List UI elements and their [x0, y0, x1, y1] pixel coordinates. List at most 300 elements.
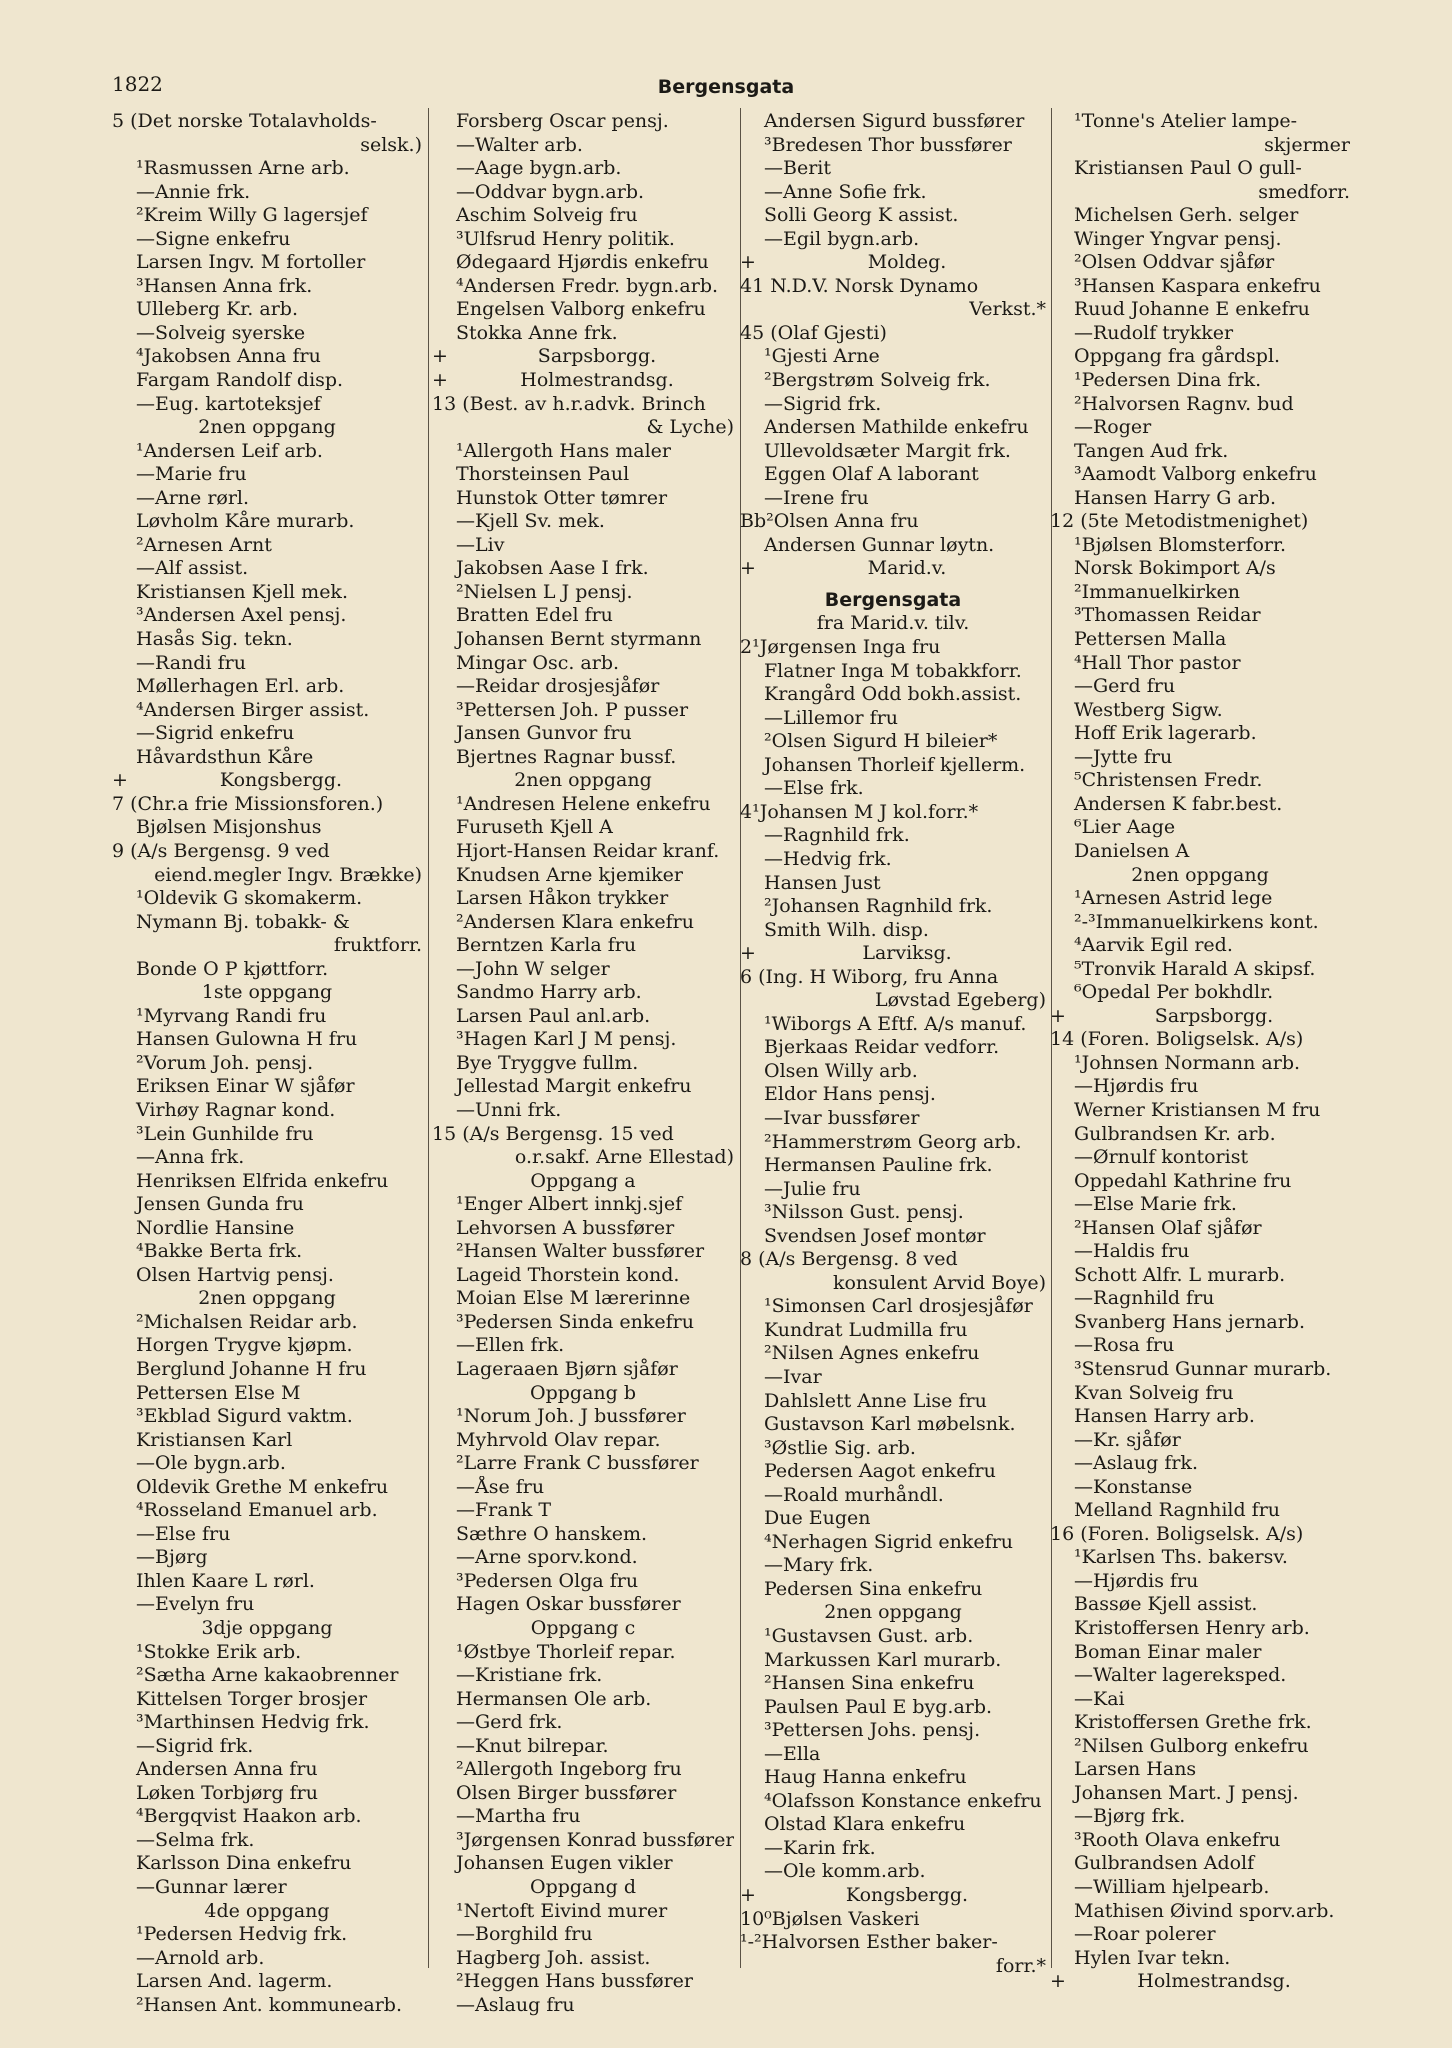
building-entry: 10⁰Bjølsen Vaskeri — [740, 1907, 920, 1930]
resident-line: Håvardsthun Kåre — [136, 745, 314, 768]
resident-line: fruktforr. — [333, 934, 422, 957]
resident-line: —Ole bygn.arb. — [136, 1452, 286, 1475]
stairway-heading: 2nen oppgang — [1131, 863, 1269, 886]
resident-line: Løken Torbjørg fru — [136, 1781, 318, 1804]
page-number: 1822 — [112, 72, 163, 96]
resident-line: Forsberg Oscar pensj. — [456, 110, 669, 132]
resident-line: ⁵Christensen Fredr. — [1074, 769, 1263, 792]
resident-line: ¹Wiborgs A Eftf. A/s manuf. — [764, 1012, 1027, 1035]
resident-line: Kristiansen Paul O gull- — [1074, 157, 1302, 180]
resident-line: Oldevik Grethe M enkefru — [136, 1475, 389, 1498]
resident-line: Nymann Bj. tobakk- & — [136, 910, 350, 933]
resident-line: Hasås Sig. tekn. — [136, 628, 293, 651]
resident-line: Larsen Hans — [1074, 1758, 1197, 1781]
resident-line: Bonde O P kjøttforr. — [136, 957, 329, 980]
resident-line: ²Sætha Arne kakaobrenner — [136, 1664, 399, 1687]
stairway-heading: 2nen oppgang — [824, 1601, 962, 1624]
resident-line: Kristoffersen Henry arb. — [1074, 1617, 1310, 1639]
resident-line: Andersen Mathilde enkefru — [764, 416, 1029, 439]
resident-line: ²Bergstrøm Solveig frk. — [764, 369, 991, 392]
resident-line: —Sigrid frk. — [764, 392, 882, 415]
resident-line: Thorsteinsen Paul — [456, 463, 630, 486]
resident-line: ⁴Aarvik Egil red. — [1074, 934, 1233, 957]
resident-line: —Walter lagereksped. — [1074, 1664, 1287, 1687]
resident-line: konsulent Arvid Boye) — [832, 1271, 1046, 1294]
resident-line: Johansen Mart. J pensj. — [1074, 1781, 1299, 1804]
resident-line: —Else fru — [136, 1522, 231, 1545]
resident-line: Ihlen Kaare L rørl. — [136, 1569, 315, 1592]
resident-line: —Walter arb. — [456, 133, 583, 156]
resident-line: Norsk Bokimport A/s — [1074, 557, 1276, 580]
resident-line: Karlsson Dina enkefru — [136, 1852, 352, 1875]
resident-line: Virhøy Ragnar kond. — [136, 1098, 336, 1121]
resident-line: —Berit — [764, 157, 832, 180]
resident-line: —Anne Sofie frk. — [764, 180, 927, 203]
resident-line: ⁴Nerhagen Sigrid enkefru — [764, 1530, 1014, 1553]
resident-line: ³Hansen Anna frk. — [136, 274, 313, 297]
resident-line: Verkst.* — [969, 298, 1046, 321]
resident-line: Johansen Eugen vikler — [456, 1852, 673, 1875]
resident-line: —Unni frk. — [456, 1098, 562, 1121]
resident-line: Stokka Anne frk. — [456, 321, 618, 344]
resident-line: ¹Nertoft Eivind murer — [456, 1899, 668, 1922]
resident-line: Eriksen Einar W sjåfør — [136, 1075, 355, 1098]
resident-line: ²Hansen Ant. kommunearb. — [136, 1993, 403, 2016]
resident-line: Lageraaen Bjørn sjåfør — [456, 1357, 678, 1380]
cross-street-label: Sarpsborgg. — [537, 345, 657, 368]
resident-line: Ødegaard Hjørdis enkefru — [456, 251, 709, 274]
stairway-heading: fra Marid.v. tilv. — [816, 612, 970, 635]
building-entry: Bb²Olsen Anna fru — [740, 510, 919, 533]
resident-line: ²Hansen Olaf sjåfør — [1074, 1216, 1262, 1239]
cross-mark-icon: + — [432, 345, 448, 368]
resident-line: —Julie fru — [764, 1177, 861, 1200]
resident-line: Hagberg Joh. assist. — [456, 1946, 651, 1969]
resident-line: ¹Rasmussen Arne arb. — [136, 157, 350, 180]
resident-line: ³Hagen Karl J M pensj. — [456, 1028, 677, 1051]
resident-line: Hylen Ivar tekn. — [1074, 1946, 1231, 1969]
cross-mark-icon: + — [432, 369, 448, 392]
resident-line: Oppgang fra gårdspl. — [1074, 345, 1281, 368]
resident-line: Oppedahl Kathrine fru — [1074, 1169, 1292, 1192]
resident-line: Eggen Olaf A laborant — [764, 463, 979, 486]
resident-line: —Anna frk. — [136, 1146, 245, 1169]
running-head: Bergensgata — [657, 76, 795, 98]
resident-line: Fargam Randolf disp. — [136, 369, 344, 392]
resident-line: ⁴Bergqvist Haakon arb. — [136, 1805, 362, 1828]
resident-line: Ulleberg Kr. arb. — [136, 298, 298, 321]
resident-line: ³Ulfsrud Henry politik. — [456, 227, 675, 250]
resident-line: Aschim Solveig fru — [456, 204, 638, 227]
resident-line: ³Lein Gunhilde fru — [136, 1122, 314, 1145]
resident-line: Jensen Gunda fru — [136, 1193, 304, 1216]
resident-line: ⁴Andersen Birger assist. — [136, 698, 370, 721]
resident-line: Bratten Edel fru — [456, 604, 613, 627]
resident-line: Krangård Odd bokh.assist. — [764, 683, 1022, 706]
resident-line: Pedersen Aagot enkefru — [764, 1460, 996, 1483]
resident-line: —Konstanse — [1074, 1475, 1193, 1498]
resident-line: ¹Myrvang Randi fru — [136, 1004, 327, 1027]
cross-street — [432, 369, 734, 393]
resident-line: Sæthre O hanskem. — [456, 1522, 648, 1545]
resident-line: Hansen Just — [764, 871, 881, 894]
resident-line: Ullevoldsæter Margit frk. — [764, 439, 1011, 462]
building-entry: 8 (A/s Bergensg. 8 ved — [740, 1248, 958, 1271]
resident-line: ²Allergoth Ingeborg fru — [456, 1758, 682, 1781]
resident-line: ²Hansen Walter bussfører — [456, 1240, 705, 1263]
stairway-heading: 1ste oppgang — [201, 981, 333, 1004]
building-entry: 2¹Jørgensen Inga fru — [740, 636, 941, 659]
resident-line: —Ørnulf kontorist — [1074, 1146, 1249, 1169]
resident-line: ²Arnesen Arnt — [136, 533, 272, 556]
resident-line: —Kai — [1074, 1687, 1125, 1710]
resident-line: ¹Arnesen Astrid lege — [1074, 887, 1273, 910]
resident-line: Westberg Sigw. — [1074, 698, 1223, 721]
resident-line: ²Hammerstrøm Georg arb. — [764, 1130, 1022, 1153]
resident-line: —Frank T — [456, 1499, 552, 1522]
resident-line: Berntzen Karla fru — [456, 934, 637, 957]
resident-line: —Jytte fru — [1074, 745, 1173, 768]
resident-line: ²Heggen Hans bussfører — [456, 1970, 693, 1993]
spacer — [740, 581, 1046, 589]
resident-line: —Roald murhåndl. — [764, 1483, 944, 1506]
resident-line: selsk.) — [360, 133, 422, 156]
resident-line: Nordlie Hansine — [136, 1216, 295, 1239]
resident-line: ¹Andresen Helene enkefru — [456, 792, 711, 815]
resident-line: ¹Karlsen Ths. bakersv. — [1074, 1546, 1288, 1569]
resident-line: Andersen Gunnar løytn. — [764, 533, 995, 556]
stairway-heading: 2nen oppgang — [514, 769, 652, 792]
section-heading: Bergensgata — [824, 588, 962, 611]
resident-line: ²Olsen Sigurd H bileier* — [764, 730, 998, 753]
resident-line: Michelsen Gerh. selger — [1074, 204, 1299, 227]
resident-line: Hansen Harry arb. — [1074, 1405, 1255, 1428]
resident-line: —Ellen frk. — [456, 1334, 565, 1357]
resident-line: Hermansen Ole arb. — [456, 1687, 652, 1710]
resident-line: Larsen Ingv. M fortoller — [136, 251, 366, 274]
resident-line: —Arne sporv.kond. — [456, 1546, 638, 1569]
resident-line: eiend.megler Ingv. Brække) — [154, 863, 422, 886]
resident-line: —Eug. kartoteksjef — [136, 392, 321, 415]
cross-mark-icon: + — [112, 769, 128, 792]
building-entry: 15 (A/s Bergensg. 15 ved — [432, 1122, 674, 1145]
resident-line: Andersen K fabr.best. — [1074, 792, 1283, 815]
resident-line: Hermansen Pauline frk. — [764, 1154, 993, 1177]
resident-line: —Else frk. — [764, 777, 864, 800]
resident-line: Kristiansen Karl — [136, 1428, 293, 1451]
resident-line: —Kristiane frk. — [456, 1664, 603, 1687]
resident-line: & Lyche) — [646, 416, 734, 439]
resident-line: Kristoffersen Grethe frk. — [1074, 1711, 1312, 1734]
resident-line: Gulbrandsen Kr. arb. — [1074, 1122, 1276, 1145]
resident-line: —Sigrid enkefru — [136, 722, 295, 745]
resident-line: Engelsen Valborg enkefru — [456, 298, 706, 321]
resident-line: Hunstok Otter tømrer — [456, 486, 668, 509]
resident-line: Due Eugen — [764, 1507, 871, 1530]
building-entry: 16 (Foren. Boligselsk. A/s) — [1050, 1522, 1304, 1545]
resident-line: ³Bredesen Thor bussfører — [764, 133, 1012, 156]
resident-line: —Ragnhild frk. — [764, 824, 910, 847]
resident-line: Hagen Oskar bussfører — [456, 1593, 681, 1616]
cross-mark-icon: + — [1050, 1970, 1066, 1993]
cross-mark-icon: + — [740, 1884, 756, 1907]
resident-line: —Liv — [456, 533, 505, 556]
resident-line: Kundrat Ludmilla fru — [764, 1318, 968, 1341]
cross-street-label: Holmestrandsg. — [520, 369, 674, 392]
resident-line: Mathisen Øivind sporv.arb. — [1074, 1899, 1335, 1922]
resident-line: Markussen Karl murarb. — [764, 1648, 1002, 1671]
resident-line: ²Halvorsen Ragnv. bud — [1074, 392, 1294, 415]
resident-line: Larsen Paul anl.arb. — [456, 1004, 651, 1027]
resident-line: —Sigrid frk. — [136, 1734, 254, 1757]
resident-line: Kittelsen Torger brosjer — [136, 1687, 368, 1710]
resident-line: ⁴Andersen Fredr. bygn.arb. — [456, 274, 719, 297]
resident-line: Hansen Gulowna H fru — [136, 1028, 358, 1051]
resident-line: Dahlslett Anne Lise fru — [764, 1389, 987, 1412]
cross-street — [1050, 1970, 1350, 1994]
cross-street-label: Sarpsborgg. — [1154, 1004, 1274, 1027]
resident-line: ¹Johnsen Normann arb. — [1074, 1051, 1301, 1074]
resident-line: —Roar polerer — [1074, 1923, 1216, 1946]
building-entry: 5 (Det norske Totalavholds- — [112, 110, 377, 132]
resident-line: Henriksen Elfrida enkefru — [136, 1169, 389, 1192]
resident-line: Boman Einar maler — [1074, 1640, 1262, 1663]
resident-line: Tangen Aud frk. — [1074, 439, 1229, 462]
resident-line: —Ragnhild fru — [1074, 1287, 1215, 1310]
resident-line: Werner Kristiansen M fru — [1074, 1098, 1321, 1121]
resident-line: ³Aamodt Valborg enkefru — [1074, 463, 1317, 486]
resident-line: —Rosa fru — [1074, 1334, 1175, 1357]
directory-column-1 — [112, 110, 422, 2017]
resident-line: ³Andersen Axel pensj. — [136, 604, 347, 627]
resident-line: ³Ekblad Sigurd vaktm. — [136, 1405, 353, 1428]
resident-line: Gustavson Karl møbelsnk. — [764, 1413, 1016, 1436]
resident-line: Kvan Solveig fru — [1074, 1381, 1234, 1404]
resident-line: —Haldis fru — [1074, 1240, 1190, 1263]
resident-line: ¹Pedersen Dina frk. — [1074, 369, 1262, 392]
stairway-heading: Oppgang b — [530, 1381, 636, 1404]
cross-street-label: Larviksg. — [862, 942, 952, 965]
resident-line: —Arne rørl. — [136, 486, 250, 509]
building-entry: 13 (Best. av h.r.advk. Brinch — [432, 392, 706, 415]
resident-line: Andersen Sigurd bussfører — [764, 110, 1025, 132]
resident-line: ³Pettersen Johs. pensj. — [764, 1719, 981, 1742]
building-entry: 41 N.D.V. Norsk Dynamo — [740, 274, 979, 297]
resident-line: —Selma frk. — [136, 1828, 255, 1851]
resident-line: Olsen Hartvig pensj. — [136, 1263, 334, 1286]
resident-line: ¹Simonsen Carl drosjesjåfør — [764, 1295, 1033, 1318]
building-entry: 4¹Johansen M J kol.forr.* — [740, 800, 979, 823]
resident-line: Andersen Anna fru — [136, 1758, 318, 1781]
resident-line: —Aslaug frk. — [1074, 1452, 1198, 1475]
resident-line: Gulbrandsen Adolf — [1074, 1852, 1255, 1875]
resident-line: ⁴Hall Thor pastor — [1074, 651, 1241, 674]
resident-line: ¹Gustavsen Gust. arb. — [764, 1625, 974, 1647]
resident-line: Larsen Håkon trykker — [456, 887, 669, 910]
building-entry: 12 (5te Metodistmenighet) — [1050, 510, 1309, 533]
building-entry: ¹-²Halvorsen Esther baker- — [740, 1931, 998, 1954]
resident-line: Bye Tryggve fullm. — [456, 1051, 639, 1074]
resident-line: —Borghild fru — [456, 1923, 593, 1946]
resident-line: ²Kreim Willy G lagersjef — [136, 204, 368, 227]
building-entry: 45 (Olaf Gjesti) — [740, 321, 887, 344]
building-entry: 7 (Chr.a frie Missionsforen.) — [112, 792, 384, 815]
resident-line: Løvholm Kåre murarb. — [136, 510, 355, 533]
resident-line: —Marie fru — [136, 463, 247, 486]
resident-line: o.r.sakf. Arne Ellestad) — [514, 1146, 734, 1169]
resident-line: —Bjørg frk. — [1074, 1805, 1186, 1828]
cross-street-label: Marid.v. — [867, 557, 947, 580]
resident-line: —Oddvar bygn.arb. — [456, 180, 645, 203]
resident-line: —Åse fru — [456, 1475, 545, 1498]
resident-line: ³Pedersen Sinda enkefru — [456, 1310, 695, 1333]
resident-line: ³Østlie Sig. arb. — [764, 1436, 916, 1459]
resident-line: Johansen Bernt styrmann — [456, 628, 702, 651]
resident-line: ⁴Jakobsen Anna fru — [136, 345, 321, 368]
resident-line: Moian Else M lærerinne — [456, 1287, 691, 1310]
resident-line: —Annie frk. — [136, 180, 251, 203]
resident-line: —Ivar bussfører — [764, 1106, 920, 1129]
stairway-heading: Oppgang d — [530, 1876, 636, 1899]
resident-line: Larsen And. lagerm. — [136, 1970, 333, 1993]
resident-line: Jansen Gunvor fru — [456, 722, 632, 745]
resident-line: Bjerkaas Reidar vedforr. — [764, 1036, 1000, 1059]
resident-line: ¹Oldevik G skomakerm. — [136, 887, 363, 910]
resident-line: ¹Gjesti Arne — [764, 345, 880, 368]
cross-street — [740, 251, 1046, 275]
resident-line: Melland Ragnhild fru — [1074, 1499, 1281, 1522]
resident-line: ¹Tonne's Atelier lampe- — [1074, 110, 1298, 132]
resident-line: —Gunnar lærer — [136, 1876, 287, 1899]
resident-line: —Aage bygn.arb. — [456, 157, 622, 180]
stairway-heading: 2nen oppgang — [198, 1287, 336, 1310]
resident-line: Pettersen Malla — [1074, 628, 1227, 651]
resident-line: ⁴Bakke Berta frk. — [136, 1240, 303, 1263]
resident-line: ¹Pedersen Hedvig frk. — [136, 1923, 348, 1946]
resident-line: smedforr. — [1258, 180, 1350, 203]
resident-line: —Irene fru — [764, 486, 869, 509]
resident-line: —William hjelpearb. — [1074, 1876, 1270, 1899]
resident-line: ⁶Lier Aage — [1074, 816, 1176, 839]
resident-line: Johansen Thorleif kjellerm. — [764, 753, 1026, 776]
resident-line: —Mary frk. — [764, 1554, 874, 1577]
resident-line: —Gerd fru — [1074, 675, 1176, 698]
resident-line: ²-³Immanuelkirkens kont. — [1074, 910, 1319, 933]
resident-line: —Randi fru — [136, 651, 246, 674]
resident-line: ¹Allergoth Hans maler — [456, 439, 672, 462]
resident-line: —Arnold arb. — [136, 1946, 265, 1969]
resident-line: Kristiansen Kjell mek. — [136, 580, 348, 603]
resident-line: Eldor Hans pensj. — [764, 1083, 936, 1106]
resident-line: —Rudolf trykker — [1074, 321, 1234, 344]
resident-line: —Alf assist. — [136, 557, 249, 580]
resident-line: Solli Georg K assist. — [764, 204, 959, 227]
resident-line: Bassøe Kjell assist. — [1074, 1593, 1258, 1616]
resident-line: —John W selger — [456, 957, 610, 980]
resident-line: ⁶Opedal Per bokhdlr. — [1074, 981, 1274, 1004]
cross-mark-icon: + — [740, 942, 756, 965]
resident-line: Olstad Klara enkefru — [764, 1813, 966, 1836]
resident-line: ²Olsen Oddvar sjåfør — [1074, 251, 1275, 274]
resident-line: —Knut bilrepar. — [456, 1734, 609, 1757]
cross-street — [112, 769, 422, 793]
cross-mark-icon: + — [740, 557, 756, 580]
directory-column-3 — [740, 110, 1046, 1978]
resident-line: ¹Norum Joh. J bussfører — [456, 1405, 686, 1428]
resident-line: ²Immanuelkirken — [1074, 580, 1240, 603]
resident-line: Pettersen Else M — [136, 1381, 301, 1404]
cross-mark-icon: + — [740, 251, 756, 274]
resident-line: —Signe enkefru — [136, 227, 291, 250]
resident-line: —Martha fru — [456, 1805, 581, 1828]
resident-line: ³Marthinsen Hedvig frk. — [136, 1711, 370, 1734]
resident-line: ³Hansen Kaspara enkefru — [1074, 274, 1321, 297]
building-entry: 14 (Foren. Boligselsk. A/s) — [1050, 1028, 1304, 1051]
resident-line: —Kr. sjåfør — [1074, 1428, 1181, 1451]
resident-line: —Ella — [764, 1742, 821, 1765]
resident-line: ¹Stokke Erik arb. — [136, 1640, 302, 1663]
resident-line: ²Nielsen L J pensj. — [456, 580, 633, 603]
resident-line: Schott Alfr. L murarb. — [1074, 1263, 1286, 1286]
resident-line: —Solveig syerske — [136, 321, 306, 344]
cross-street — [740, 942, 1046, 966]
resident-line: Flatner Inga M tobakkforr. — [764, 659, 1022, 682]
resident-line: Lageid Thorstein kond. — [456, 1263, 680, 1286]
stairway-heading: 4de oppgang — [204, 1899, 330, 1922]
resident-line: Løvstad Egeberg) — [874, 989, 1046, 1012]
resident-line: Bjølsen Misjonshus — [136, 816, 322, 839]
resident-line: —Karin frk. — [764, 1836, 876, 1859]
resident-line: ³Jørgensen Konrad bussfører — [456, 1828, 734, 1851]
resident-line: —Kjell Sv. mek. — [456, 510, 605, 533]
building-entry: 6 (Ing. H Wiborg, fru Anna — [740, 965, 999, 988]
resident-line: ¹Andersen Leif arb. — [136, 439, 323, 462]
stairway-heading: 3dje oppgang — [201, 1617, 333, 1639]
resident-line: Myhrvold Olav repar. — [456, 1428, 661, 1451]
resident-line: Horgen Trygve kjøpm. — [136, 1334, 353, 1357]
resident-line: skjermer — [1264, 133, 1350, 156]
resident-line: Olsen Willy arb. — [764, 1059, 918, 1082]
resident-line: Hoff Erik lagerarb. — [1074, 722, 1257, 745]
resident-line: —Ivar — [764, 1365, 822, 1388]
resident-line: Berglund Johanne H fru — [136, 1357, 367, 1380]
resident-line: ⁴Rosseland Emanuel arb. — [136, 1499, 378, 1522]
resident-line: Winger Yngvar pensj. — [1074, 227, 1282, 250]
resident-line: ³Rooth Olava enkefru — [1074, 1828, 1281, 1851]
resident-line: ²Vorum Joh. pensj. — [136, 1051, 314, 1074]
stairway-heading: 2nen oppgang — [198, 416, 336, 439]
resident-line: Haug Hanna enkefru — [764, 1766, 967, 1789]
resident-line: —Ole komm.arb. — [764, 1860, 926, 1883]
resident-line: ¹Enger Albert innkj.sjef — [456, 1193, 683, 1216]
resident-line: Hansen Harry G arb. — [1074, 486, 1277, 509]
resident-line: —Bjørg — [136, 1546, 208, 1569]
resident-line: ⁴Olafsson Konstance enkefru — [764, 1789, 1042, 1812]
resident-line: ²Hansen Sina enkefru — [764, 1672, 975, 1695]
resident-line: Lehvorsen A bussfører — [456, 1216, 675, 1239]
resident-line: Møllerhagen Erl. arb. — [136, 675, 345, 698]
cross-street — [740, 557, 1046, 581]
cross-street — [1050, 1005, 1350, 1029]
resident-line: ³Pedersen Olga fru — [456, 1569, 639, 1592]
resident-line: Bjertnes Ragnar bussf. — [456, 745, 677, 768]
building-entry: 9 (A/s Bergensg. 9 ved — [112, 839, 330, 862]
resident-line: ³Stensrud Gunnar murarb. — [1074, 1357, 1332, 1380]
cross-street — [432, 345, 734, 369]
resident-line: Smith Wilh. disp. — [764, 918, 929, 941]
resident-line: Svanberg Hans jernarb. — [1074, 1310, 1305, 1333]
directory-column-2 — [432, 110, 734, 2017]
